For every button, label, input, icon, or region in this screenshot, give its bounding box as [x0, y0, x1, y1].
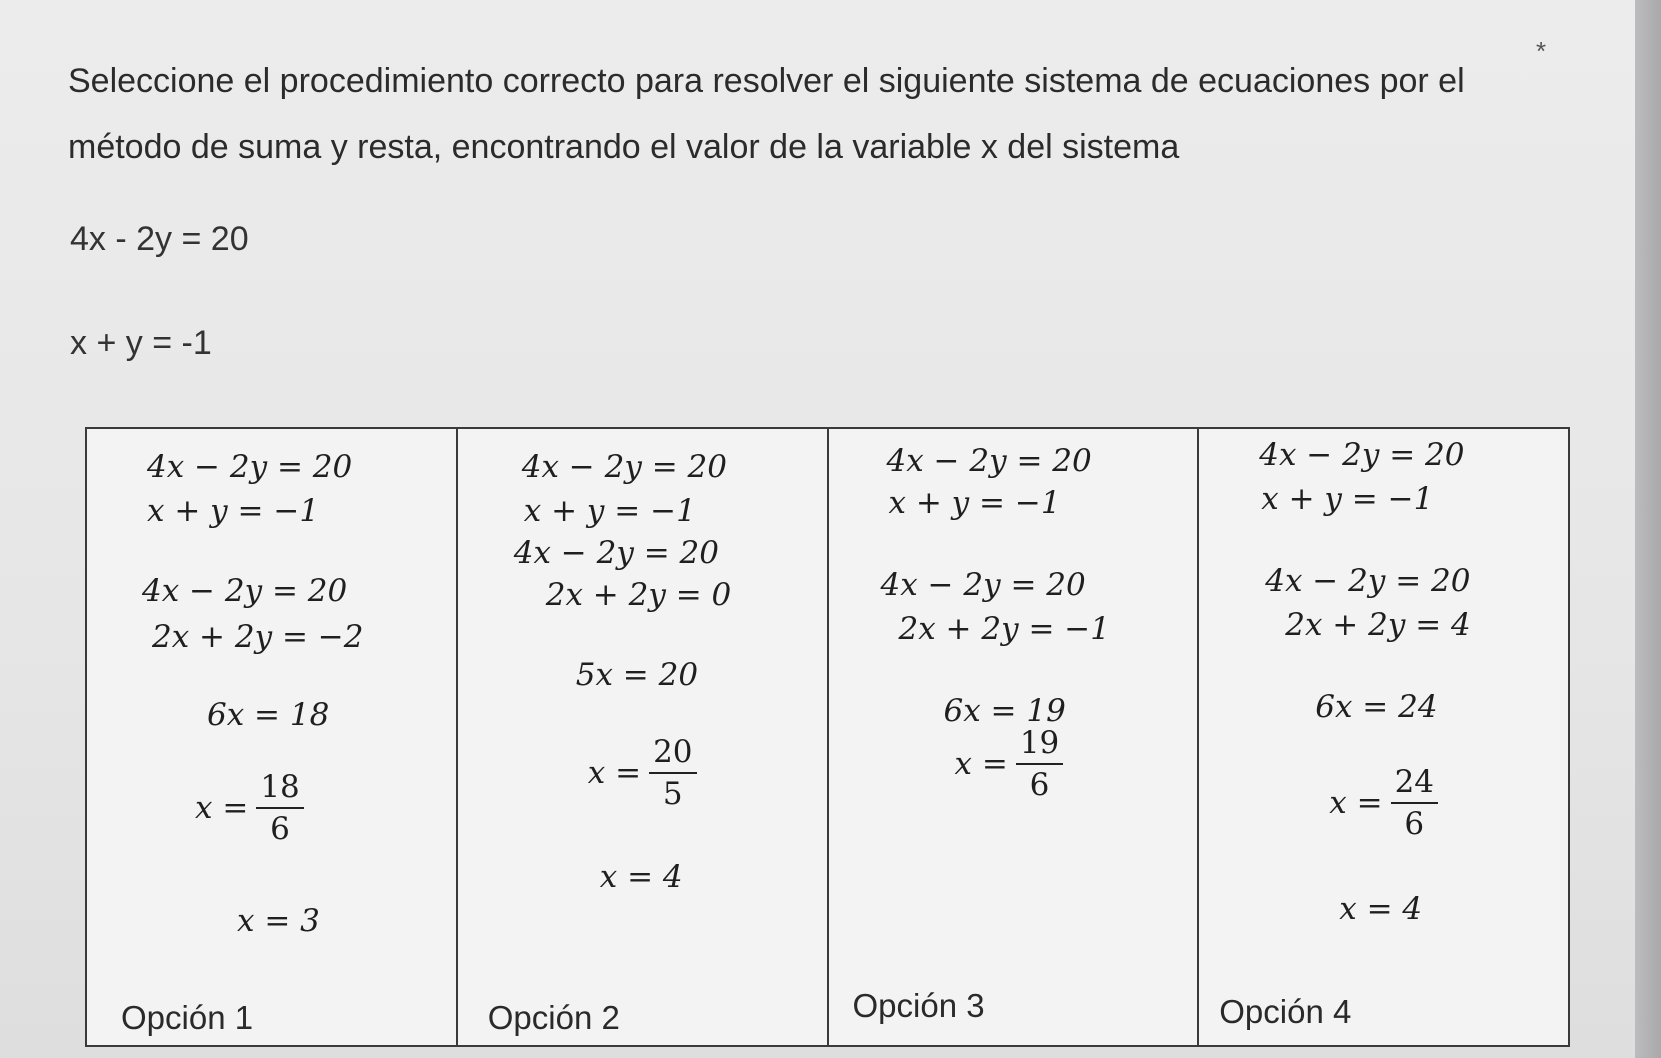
- option-2-line-2: x + y = −1: [523, 493, 696, 529]
- option-4-line-1: 4x − 2y = 20: [1259, 437, 1465, 473]
- option-4-fraction-numerator: 24: [1391, 764, 1438, 804]
- option-2-cell[interactable]: [458, 429, 829, 1045]
- option-4-result: x = 4: [1339, 891, 1423, 927]
- option-1-line-4: 2x + 2y = −2: [152, 619, 364, 655]
- options-table: [85, 427, 1570, 1047]
- option-1-label[interactable]: Opción 1: [121, 999, 254, 1036]
- option-1-fraction-denominator: 6: [270, 811, 290, 847]
- option-2-fraction-lhs: x =: [587, 755, 642, 791]
- system-equation-1: 4x - 2y = 20: [70, 220, 249, 258]
- option-4-cell[interactable]: [1199, 429, 1568, 1045]
- option-1-line-5: 6x = 18: [207, 697, 330, 733]
- option-1-line-2: x + y = −1: [147, 493, 320, 529]
- question-line-1: Seleccione el procedimiento correcto para resolver el siguiente sistema de ecuaciones por el: [68, 62, 1465, 100]
- option-3-line-1: 4x − 2y = 20: [886, 443, 1092, 479]
- option-2-fraction-numerator: 20: [649, 734, 696, 774]
- option-4-label[interactable]: Opción 4: [1219, 993, 1352, 1030]
- option-3-line-5: 6x = 19: [943, 693, 1066, 729]
- option-2-fraction-denominator: 5: [662, 776, 683, 812]
- question-text: [68, 48, 1498, 180]
- question-line-2: método de suma y resta, encontrando el valor de la variable x del sistema: [68, 128, 1180, 166]
- option-2-line-1: 4x − 2y = 20: [521, 449, 728, 485]
- option-3-label[interactable]: Opción 3: [852, 987, 985, 1024]
- option-4-fraction: [1329, 764, 1438, 842]
- option-2-fraction: [588, 734, 697, 812]
- option-4-line-4: 2x + 2y = 4: [1285, 607, 1471, 643]
- option-4-line-5: 6x = 24: [1315, 689, 1438, 725]
- background-edge: [1635, 0, 1661, 1058]
- option-1-fraction-lhs: x =: [195, 790, 249, 826]
- option-2-line-3: 4x − 2y = 20: [513, 535, 720, 571]
- option-3-line-4: 2x + 2y = −1: [898, 611, 1111, 647]
- option-3-line-2: x + y = −1: [888, 485, 1061, 521]
- system-equation-2: x + y = -1: [70, 324, 212, 362]
- option-2-line-4: 2x + 2y = 0: [545, 577, 732, 613]
- option-4-fraction-denominator: 6: [1404, 806, 1425, 842]
- option-2-line-5: 5x = 20: [575, 657, 699, 693]
- option-1-fraction: [195, 769, 304, 847]
- required-asterisk: *: [1536, 36, 1547, 66]
- option-3-line-3: 4x − 2y = 20: [880, 567, 1086, 603]
- option-3-fraction-denominator: 6: [1029, 767, 1050, 803]
- option-3-fraction: [955, 725, 1064, 803]
- option-3-fraction-lhs: x =: [954, 746, 1008, 782]
- option-1-result: x = 3: [237, 903, 320, 939]
- option-1-fraction-numerator: 18: [256, 769, 303, 809]
- option-4-line-3: 4x − 2y = 20: [1265, 563, 1471, 599]
- option-4-fraction-lhs: x =: [1329, 785, 1383, 821]
- option-1-cell[interactable]: [87, 429, 458, 1045]
- option-1-line-1: 4x − 2y = 20: [147, 449, 353, 485]
- option-2-label[interactable]: Opción 2: [487, 999, 620, 1036]
- option-4-line-2: x + y = −1: [1261, 481, 1434, 517]
- option-3-fraction-numerator: 19: [1016, 725, 1063, 765]
- option-3-cell[interactable]: [829, 429, 1200, 1045]
- option-1-line-3: 4x − 2y = 20: [142, 573, 348, 609]
- option-2-result: x = 4: [599, 859, 683, 895]
